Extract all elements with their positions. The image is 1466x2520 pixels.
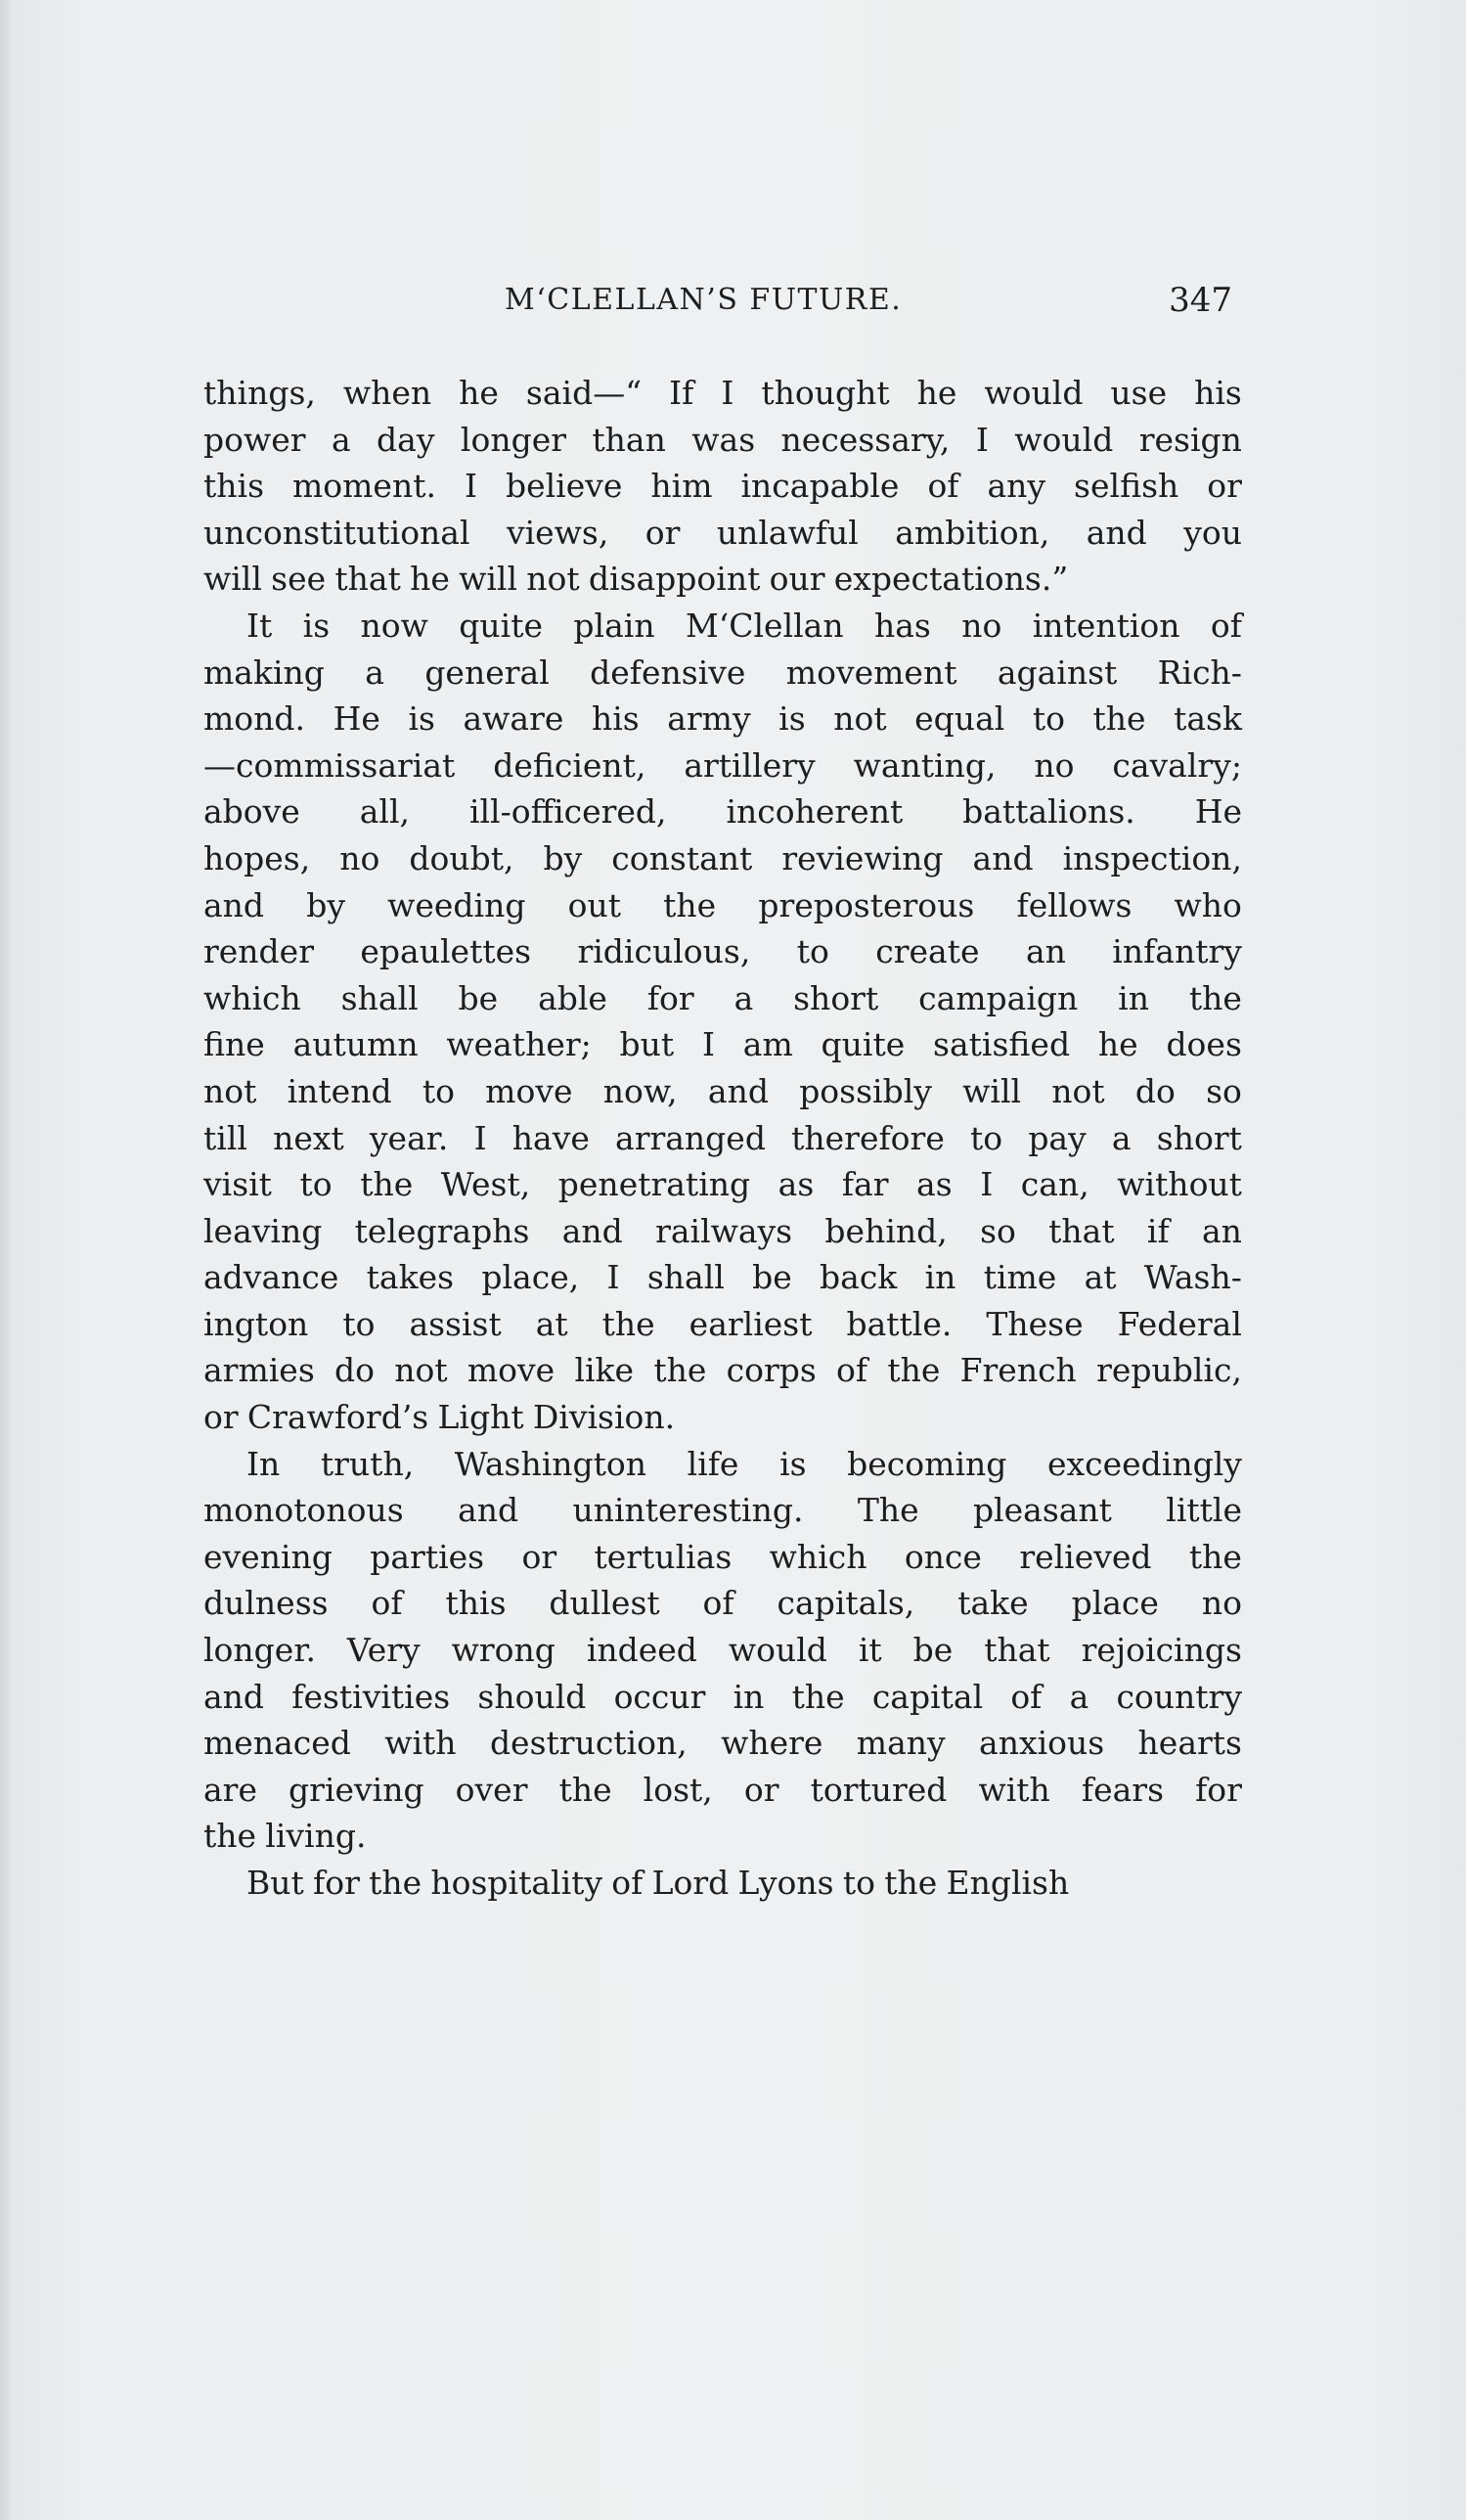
text-line: power a day longer than was necessary, I would resign <box>203 420 1242 459</box>
text-line: longer. Very wrong indeed would it be that rejoicings <box>203 1631 1242 1670</box>
page-gutter <box>0 0 14 2520</box>
text-line: render epaulettes ridiculous, to create an infantry <box>203 932 1242 971</box>
text-line: things, when he said—“ If I thought he would use his <box>203 374 1242 412</box>
text-line: menaced with destruction, where many anxious hearts <box>203 1724 1242 1763</box>
text-line: are grieving over the lost, or tortured with fears for <box>203 1770 1242 1809</box>
paragraph <box>203 370 1242 603</box>
text-line: which shall be able for a short campaign in the <box>203 978 1242 1017</box>
text-line: ington to assist at the earliest battle. These Federal <box>203 1304 1242 1343</box>
text-line: not intend to move now, and possibly will not do so <box>203 1071 1242 1110</box>
text-line: the living. <box>203 1817 367 1856</box>
text-line: and by weeding out the preposterous fellows who <box>203 885 1242 924</box>
running-head <box>196 276 1232 325</box>
text-line: and festivities should occur in the capital of a country <box>203 1677 1242 1716</box>
text-line: or Crawford’s Light Division. <box>203 1398 676 1437</box>
text-line: till next year. I have arranged therefore to pay a short <box>203 1118 1242 1157</box>
paragraph <box>203 603 1242 1441</box>
text-line: above all, ill-officered, incoherent battalions. He <box>203 792 1242 832</box>
text-line: monotonous and uninteresting. The pleasant little <box>203 1491 1242 1530</box>
text-line: will see that he will not disappoint our expectations.” <box>203 560 1069 599</box>
text-line: unconstitutional views, or unlawful ambition, and you <box>203 513 1242 552</box>
text-line: In truth, Washington life is becoming exceedingly <box>246 1444 1242 1483</box>
text-line: But for the hospitality of Lord Lyons to the English <box>246 1864 1070 1902</box>
text-line: visit to the West, penetrating as far as I can, without <box>203 1165 1242 1204</box>
paragraph <box>203 1441 1242 1860</box>
text-line: this moment. I believe him incapable of any selfish or <box>203 467 1242 506</box>
text-line: advance takes place, I shall be back in time at Wash- <box>203 1258 1242 1297</box>
paragraph <box>203 1860 1242 1907</box>
text-line: —commissariat deficient, artillery wanting, no cavalry; <box>203 745 1242 785</box>
text-line: armies do not move like the corps of the French republic, <box>203 1351 1242 1390</box>
text-line: mond. He is aware his army is not equal to the task <box>203 699 1242 739</box>
text-line: leaving telegraphs and railways behind, so that if an <box>203 1211 1242 1250</box>
body-text <box>203 370 1242 1907</box>
running-title: M‘CLELLAN’S FUTURE. <box>505 283 903 317</box>
text-line: dulness of this dullest of capitals, take place no <box>203 1584 1242 1623</box>
text-line: hopes, no doubt, by constant reviewing and inspection, <box>203 838 1242 878</box>
text-line: It is now quite plain M‘Clellan has no intention of <box>246 606 1242 645</box>
text-line: evening parties or tertulias which once relieved the <box>203 1537 1242 1576</box>
text-line: making a general defensive movement against Rich- <box>203 652 1242 692</box>
page-number: 347 <box>1169 281 1232 320</box>
text-line: fine autumn weather; but I am quite satisfied he does <box>203 1025 1242 1064</box>
